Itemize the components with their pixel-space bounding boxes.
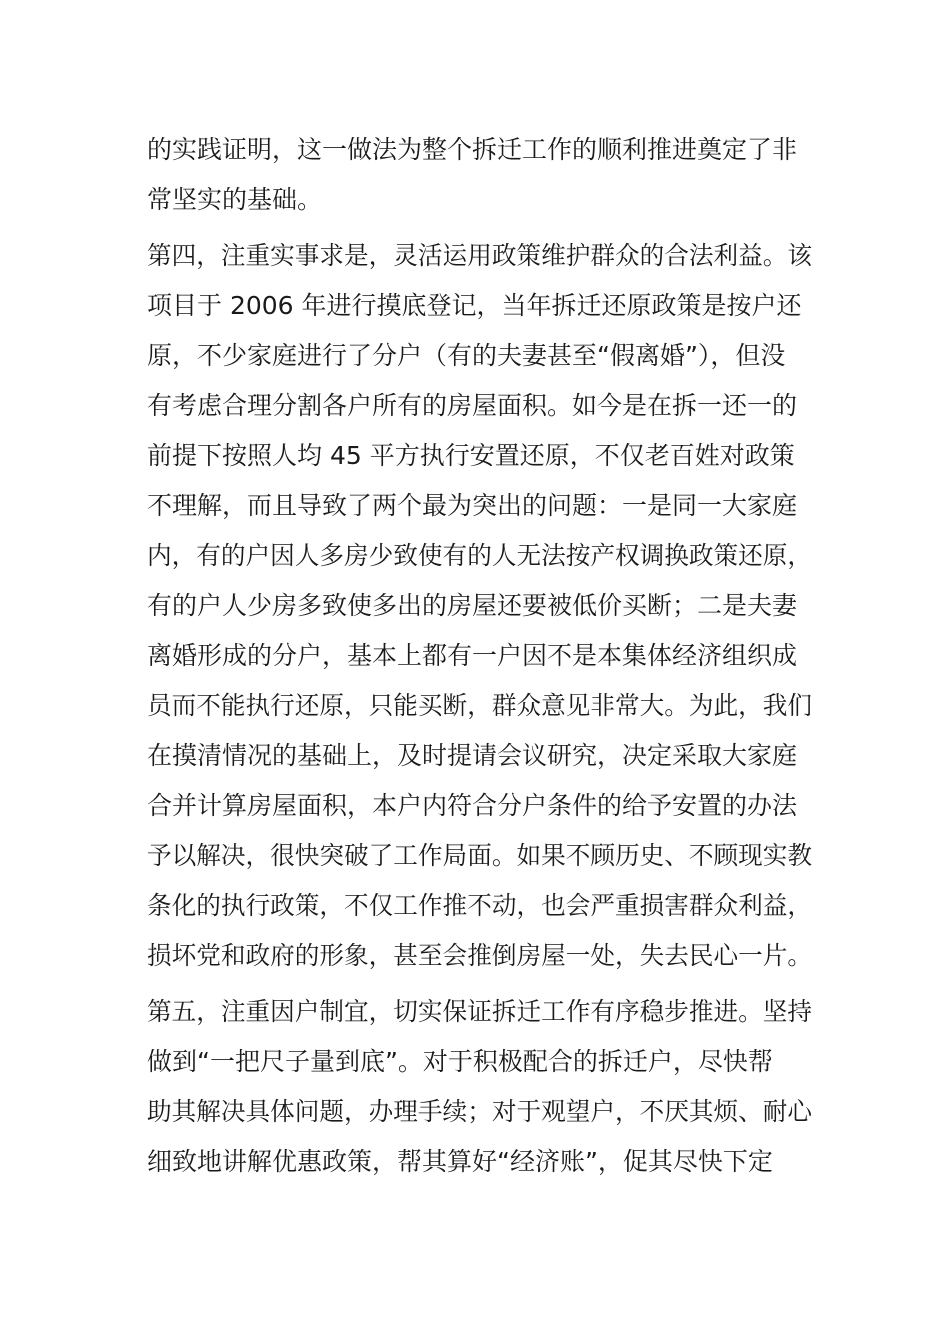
text-line-2: 常坚实的基础。 (147, 185, 323, 214)
text-line-10: 有的户人少房多致使多出的房屋还要被低价买断；二是夫妻 (147, 591, 798, 620)
text-line-5: 原，不少家庭进行了分户（有的夫妻甚至“假离婚”），但没 (147, 341, 786, 370)
text-line-8: 不理解，而且导致了两个最为突出的问题：一是同一大家庭 (147, 491, 798, 520)
text-line-9: 内，有的户因人多房少致使有的人无法按产权调换政策还原， (147, 541, 813, 570)
text-line-15: 予以解决，很快突破了工作局面。如果不顾历史、不顾现实教 (147, 841, 813, 870)
text-line-19: 做到“一把尺子量到底”。对于积极配合的拆迁户，尽快帮 (147, 1047, 773, 1076)
text-line-17: 损坏党和政府的形象，甚至会推倒房屋一处，失去民心一片。 (147, 941, 813, 970)
text-line-13: 在摸清情况的基础上，及时提请会议研究，决定采取大家庭 (147, 741, 798, 770)
text-line-6: 有考虑合理分割各户所有的房屋面积。如今是在拆一还一的 (147, 391, 798, 420)
text-line-7: 前提下按照人均 45 平方执行安置还原，不仅老百姓对政策 (147, 441, 795, 470)
text-line-11: 离婚形成的分户，基本上都有一户因不是本集体经济组织成 (147, 641, 798, 670)
text-line-21: 细致地讲解优惠政策，帮其算好“经济账”，促其尽快下定 (147, 1147, 773, 1176)
text-line-4: 项目于 2006 年进行摸底登记，当年拆迁还原政策是按户还 (147, 291, 802, 320)
text-line-14: 合并计算房屋面积，本户内符合分户条件的给予安置的办法 (147, 791, 798, 820)
text-line-20: 助其解决具体问题，办理手续；对于观望户，不厌其烦、耐心 (147, 1097, 813, 1126)
text-line-3: 第四，注重实事求是，灵活运用政策维护群众的合法利益。该 (147, 241, 813, 270)
text-line-18: 第五，注重因户制宜，切实保证拆迁工作有序稳步推进。坚持 (147, 997, 813, 1026)
text-line-1: 的实践证明，这一做法为整个拆迁工作的顺利推进奠定了非 (147, 135, 798, 164)
text-line-12: 员而不能执行还原，只能买断，群众意见非常大。为此，我们 (147, 691, 813, 720)
text-line-16: 条化的执行政策，不仅工作推不动，也会严重损害群众利益， (147, 891, 813, 920)
